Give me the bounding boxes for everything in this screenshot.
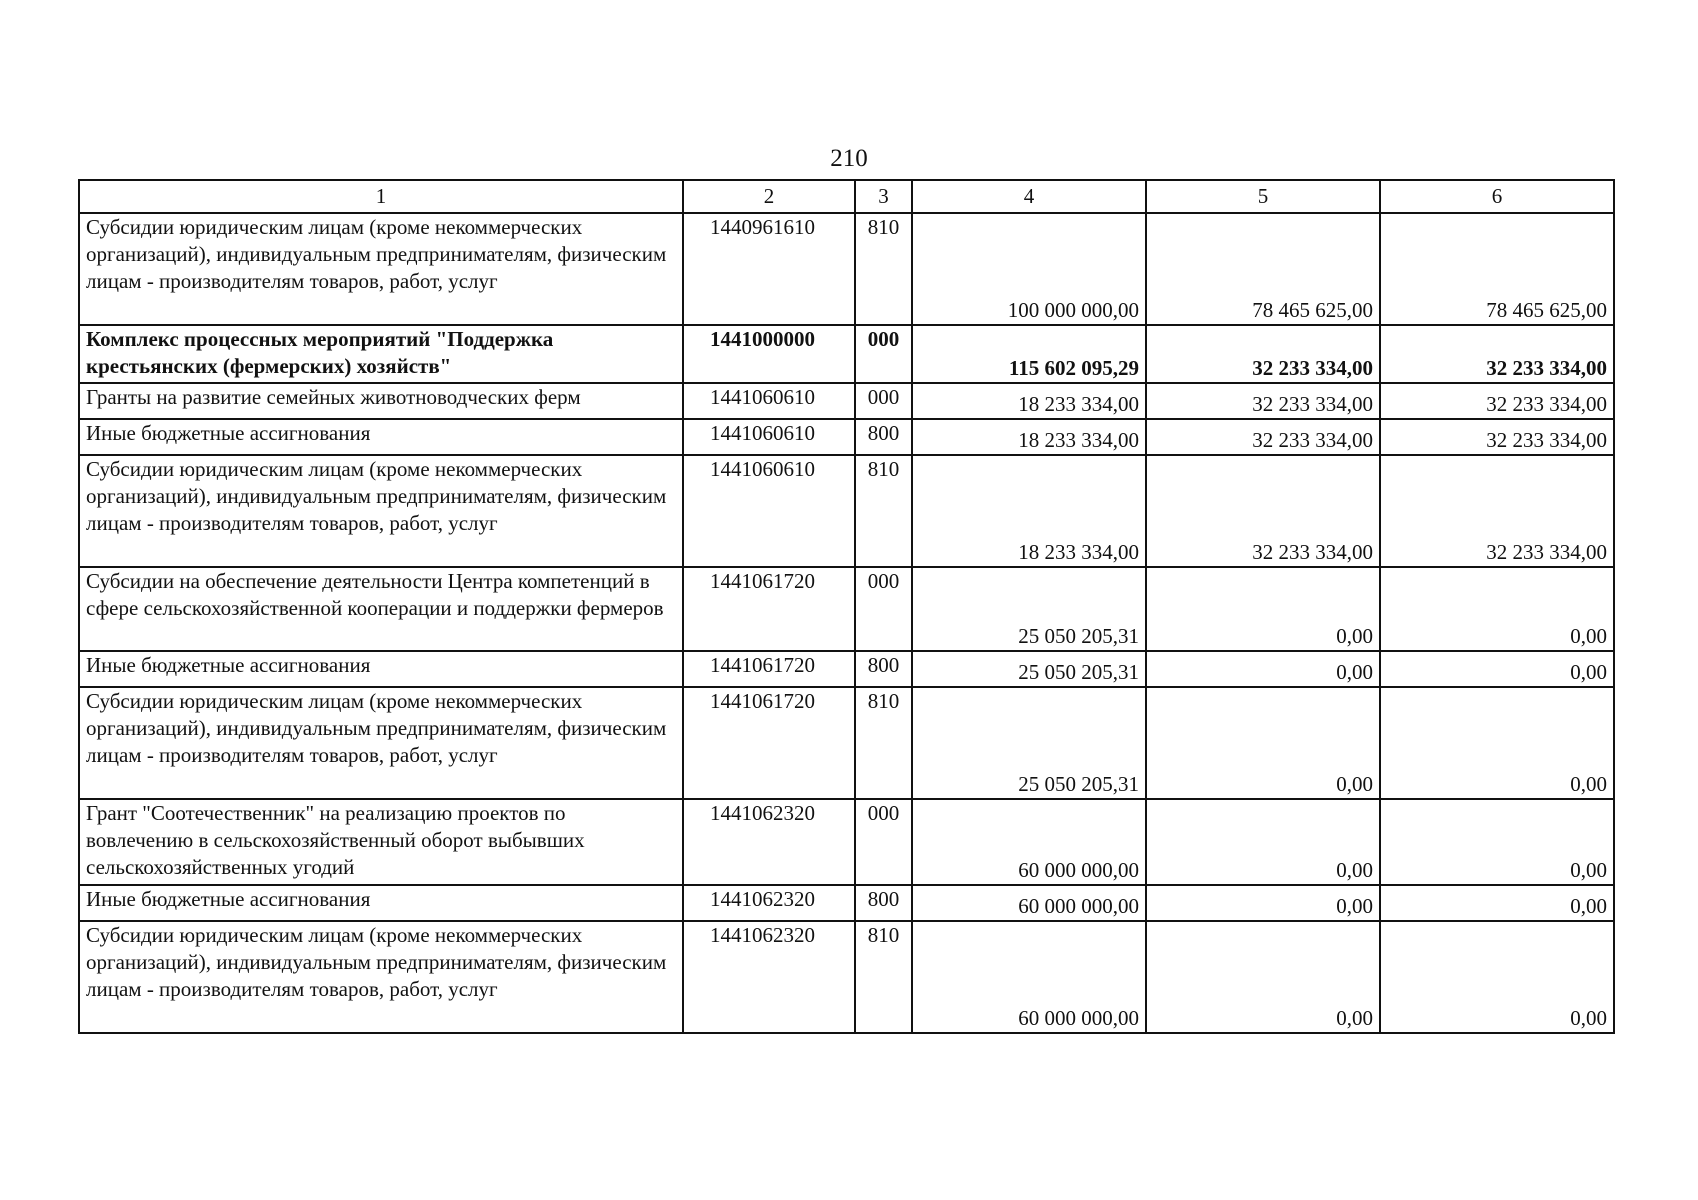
row-code: 1441061720: [683, 651, 855, 687]
column-header: 4: [912, 180, 1146, 213]
row-value-6: 0,00: [1380, 687, 1614, 799]
table-row: [79, 213, 1614, 325]
row-kind: 800: [855, 651, 912, 687]
row-value-4: 115 602 095,29: [912, 325, 1146, 383]
table-row: [79, 419, 1614, 455]
row-value-5: 78 465 625,00: [1146, 213, 1380, 325]
row-code: 1441062320: [683, 885, 855, 921]
row-value-5: 0,00: [1146, 567, 1380, 651]
row-code: 1441000000: [683, 325, 855, 383]
row-kind: 000: [855, 799, 912, 885]
row-name: Субсидии юридическим лицам (кроме некоммерческих организаций), индивидуальным предпринимателям, физическим лицам - производителям товаров, работ, услуг: [79, 687, 683, 799]
row-name: Субсидии на обеспечение деятельности Центра компетенций в сфере сельскохозяйственной кооперации и поддержки фермеров: [79, 567, 683, 651]
table-row: [79, 799, 1614, 885]
page-number: 210: [830, 145, 868, 172]
row-kind: 000: [855, 325, 912, 383]
row-value-6: 0,00: [1380, 921, 1614, 1033]
column-header: 3: [855, 180, 912, 213]
row-value-6: 32 233 334,00: [1380, 325, 1614, 383]
row-value-6: 0,00: [1380, 885, 1614, 921]
table-header-row: [79, 180, 1614, 213]
row-value-6: 32 233 334,00: [1380, 383, 1614, 419]
row-value-6: 0,00: [1380, 799, 1614, 885]
row-name: Субсидии юридическим лицам (кроме некоммерческих организаций), индивидуальным предпринимателям, физическим лицам - производителям товаров, работ, услуг: [79, 213, 683, 325]
row-value-5: 32 233 334,00: [1146, 419, 1380, 455]
row-kind: 000: [855, 383, 912, 419]
row-value-4: 100 000 000,00: [912, 213, 1146, 325]
row-name: Грант "Соотечественник" на реализацию проектов по вовлечению в сельскохозяйственный оборот выбывших сельскохозяйственных угодий: [79, 799, 683, 885]
row-kind: 800: [855, 419, 912, 455]
table-row: [79, 383, 1614, 419]
row-value-5: 0,00: [1146, 687, 1380, 799]
row-kind: 800: [855, 885, 912, 921]
row-name: Иные бюджетные ассигнования: [79, 419, 683, 455]
row-kind: 000: [855, 567, 912, 651]
row-name: Комплекс процессных мероприятий "Поддержка крестьянских (фермерских) хозяйств": [79, 325, 683, 383]
table-row: [79, 687, 1614, 799]
row-kind: 810: [855, 921, 912, 1033]
row-value-5: 32 233 334,00: [1146, 325, 1380, 383]
row-kind: 810: [855, 687, 912, 799]
table-row: [79, 921, 1614, 1033]
row-code: 1441060610: [683, 455, 855, 567]
row-value-5: 32 233 334,00: [1146, 455, 1380, 567]
table-row: [79, 651, 1614, 687]
row-value-6: 0,00: [1380, 651, 1614, 687]
row-name: Иные бюджетные ассигнования: [79, 651, 683, 687]
row-value-6: 32 233 334,00: [1380, 455, 1614, 567]
row-value-6: 0,00: [1380, 567, 1614, 651]
row-value-4: 25 050 205,31: [912, 651, 1146, 687]
budget-table: [78, 179, 1615, 1034]
row-value-5: 0,00: [1146, 799, 1380, 885]
table-row: [79, 455, 1614, 567]
row-value-4: 18 233 334,00: [912, 419, 1146, 455]
row-code: 1441061720: [683, 567, 855, 651]
row-value-4: 18 233 334,00: [912, 383, 1146, 419]
row-value-4: 25 050 205,31: [912, 567, 1146, 651]
row-name: Иные бюджетные ассигнования: [79, 885, 683, 921]
row-value-4: 60 000 000,00: [912, 921, 1146, 1033]
row-code: 1441062320: [683, 799, 855, 885]
row-kind: 810: [855, 455, 912, 567]
table-row: [79, 885, 1614, 921]
row-value-4: 60 000 000,00: [912, 799, 1146, 885]
row-name: Субсидии юридическим лицам (кроме некоммерческих организаций), индивидуальным предпринимателям, физическим лицам - производителям товаров, работ, услуг: [79, 921, 683, 1033]
table-row: [79, 567, 1614, 651]
column-header: 2: [683, 180, 855, 213]
row-value-4: 25 050 205,31: [912, 687, 1146, 799]
row-name: Субсидии юридическим лицам (кроме некоммерческих организаций), индивидуальным предпринимателям, физическим лицам - производителям товаров, работ, услуг: [79, 455, 683, 567]
row-code: 1441060610: [683, 383, 855, 419]
row-value-5: 0,00: [1146, 921, 1380, 1033]
row-kind: 810: [855, 213, 912, 325]
row-code: 1441060610: [683, 419, 855, 455]
row-value-5: 0,00: [1146, 651, 1380, 687]
column-header: 5: [1146, 180, 1380, 213]
row-value-4: 18 233 334,00: [912, 455, 1146, 567]
table-row: [79, 325, 1614, 383]
row-value-4: 60 000 000,00: [912, 885, 1146, 921]
row-value-6: 32 233 334,00: [1380, 419, 1614, 455]
row-name: Гранты на развитие семейных животноводческих ферм: [79, 383, 683, 419]
row-code: 1440961610: [683, 213, 855, 325]
column-header: 6: [1380, 180, 1614, 213]
row-code: 1441062320: [683, 921, 855, 1033]
row-value-5: 0,00: [1146, 885, 1380, 921]
column-header: 1: [79, 180, 683, 213]
row-value-5: 32 233 334,00: [1146, 383, 1380, 419]
row-value-6: 78 465 625,00: [1380, 213, 1614, 325]
row-code: 1441061720: [683, 687, 855, 799]
